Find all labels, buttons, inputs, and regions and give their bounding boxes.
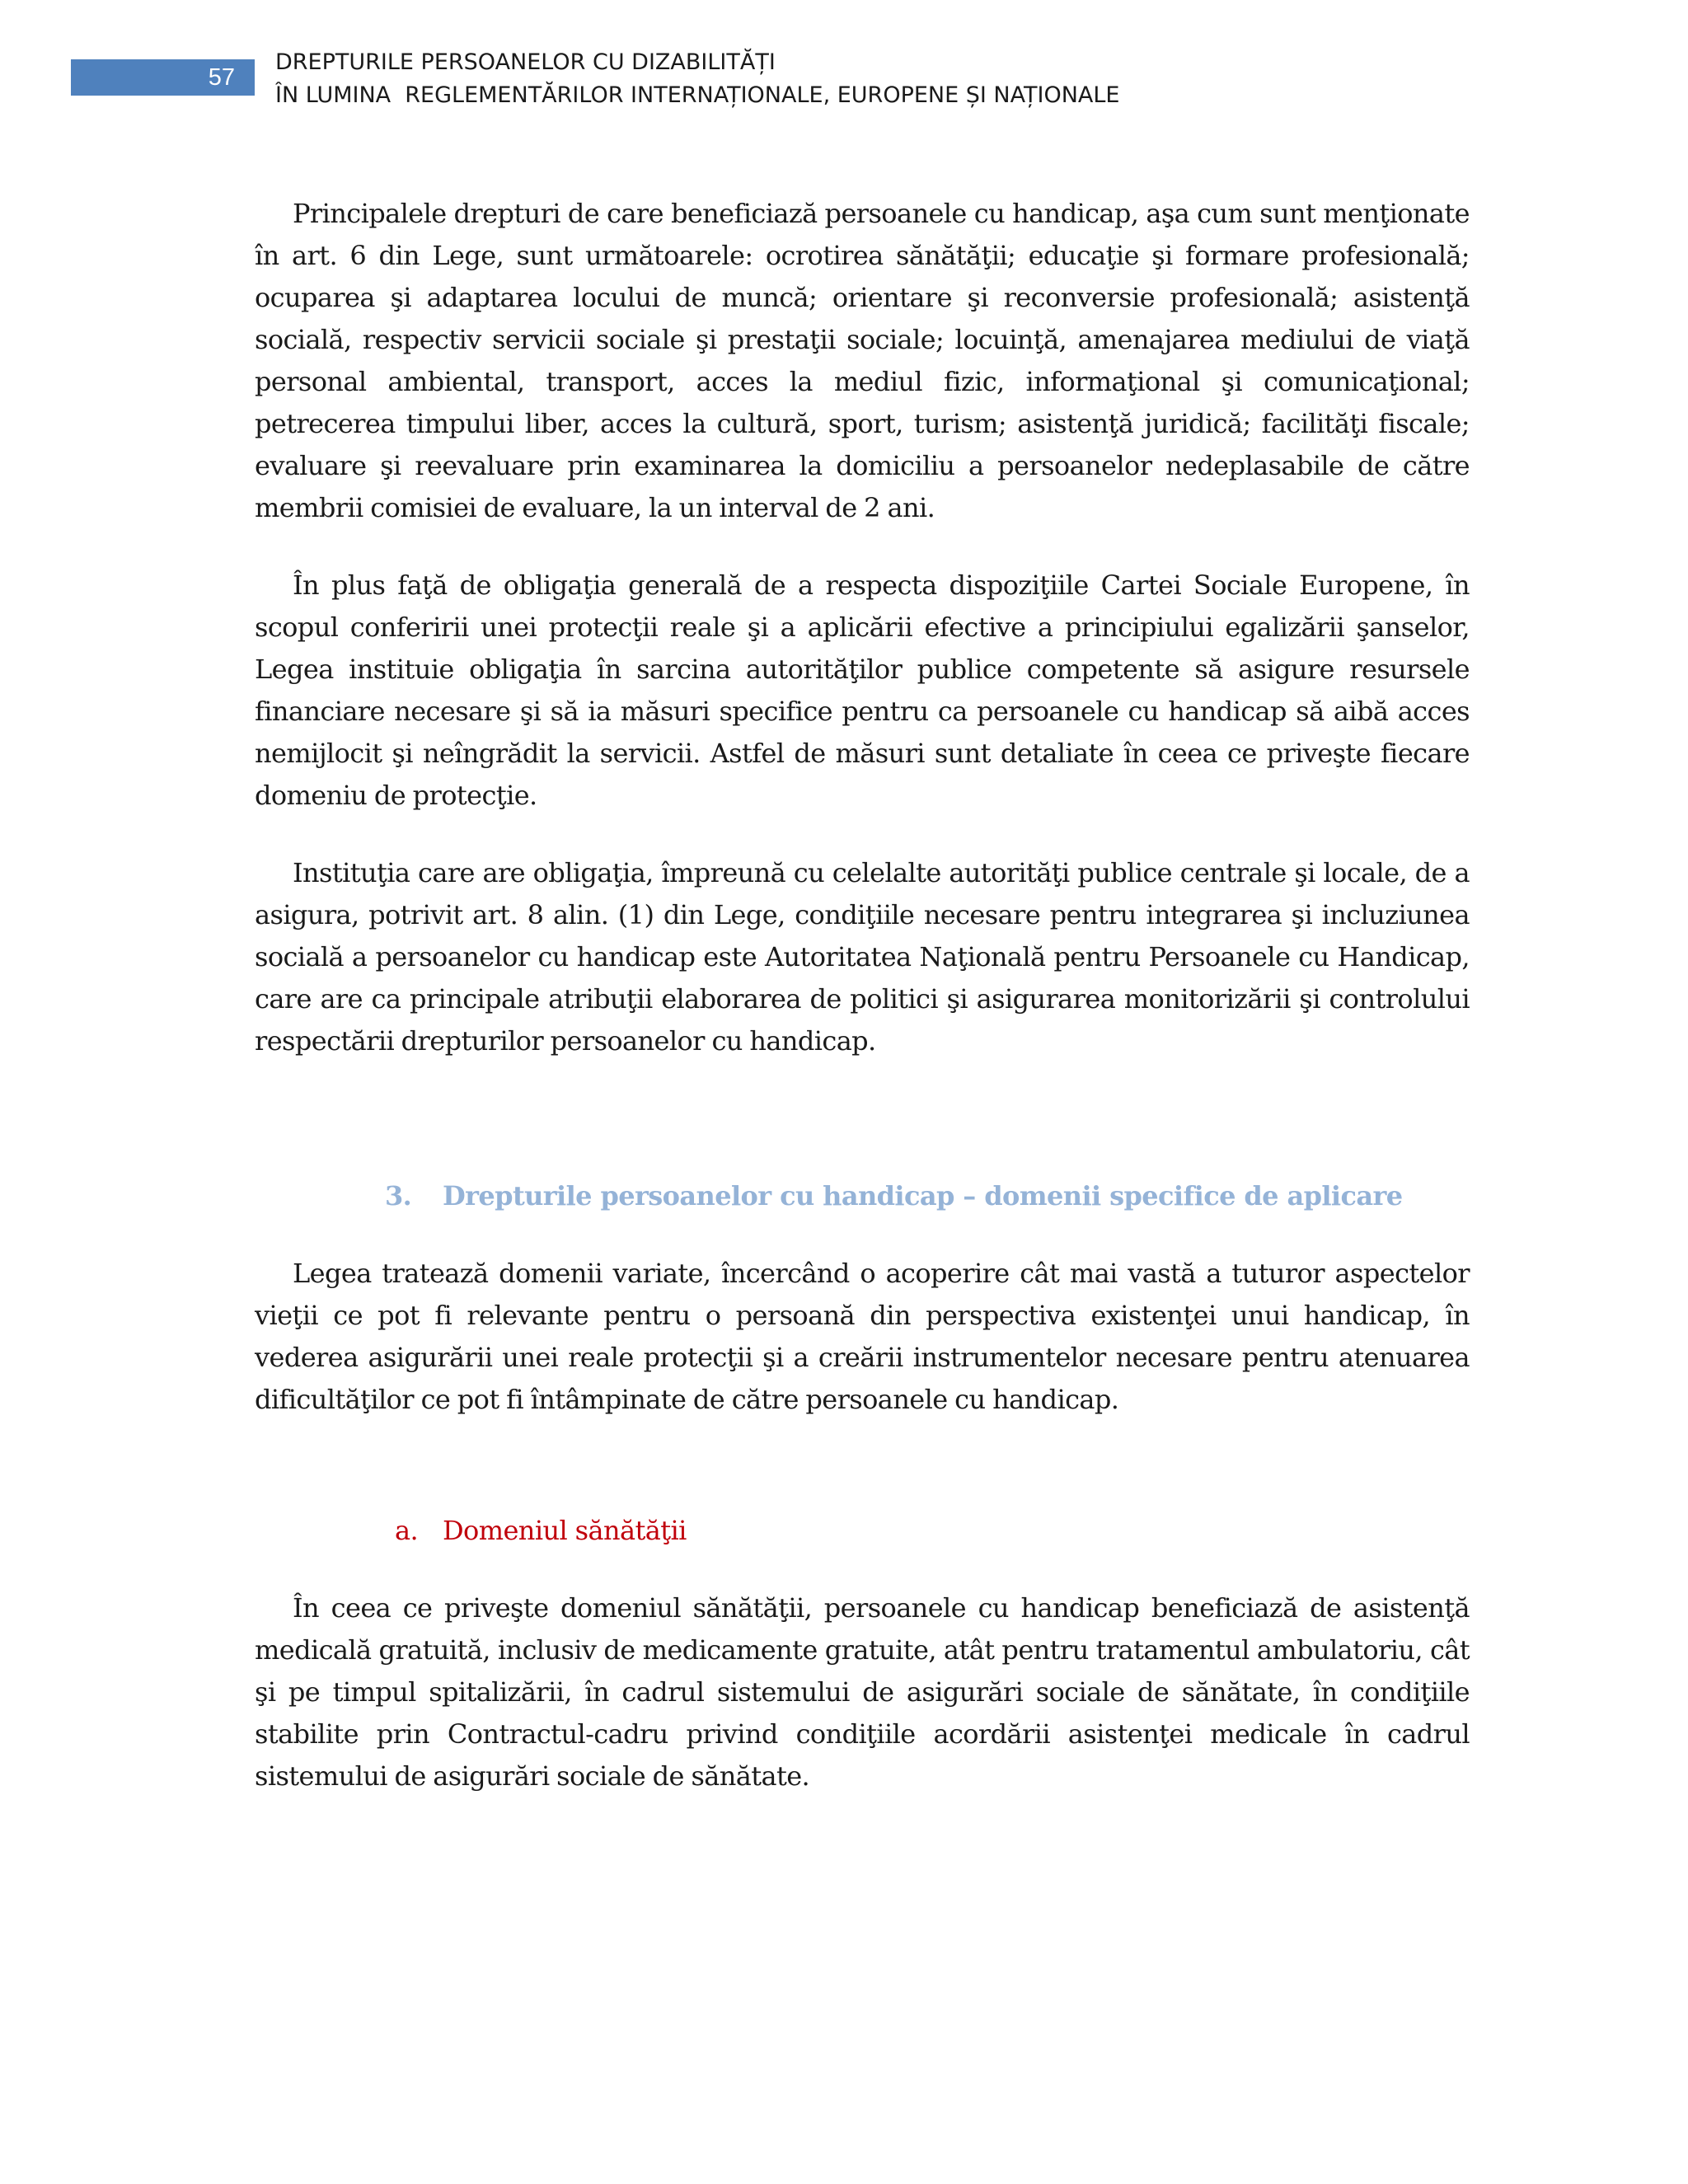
section-heading	[255, 1175, 1470, 1217]
running-header-line-2: ÎN LUMINA REGLEMENTĂRILOR INTERNAȚIONALE, EUROPENE ȘI NAȚIONALE	[275, 82, 1120, 108]
subsection-letter: a.	[395, 1515, 419, 1546]
subsection-title: Domeniul sănătăţii	[443, 1515, 687, 1546]
paragraph: Legea tratează domenii variate, încercând o acoperire cât mai vastă a tuturor aspectelor vieţii ce pot fi relevante pentru o persoană din perspectiva existenţei unui handicap, în vederea asigurării unei reale protecţii şi a creării instrumentelor necesare pentru atenuarea dificultăţilor ce pot fi întâmpinate de către persoanele cu handicap.	[255, 1258, 1470, 1415]
paragraph: Principalele drepturi de care beneficiază persoanele cu handicap, aşa cum sunt menţionate în art. 6 din Lege, sunt următoarele: ocrotirea sănătăţii; educaţie şi formare profesională; ocuparea şi adaptarea locului de muncă; orientare şi reconversie profesională; asistenţă socială, respectiv servicii sociale şi prestaţii sociale; locuinţă, amenajarea mediului de viaţă personal ambiental, transport, acces la mediul fizic, informaţional şi comunicaţional; petrecerea timpului liber, acces la cultură, sport, turism; asistenţă juridică; facilităţi fiscale; evaluare şi reevaluare prin examinarea la domiciliu a persoanelor nedeplasabile de către membrii comisiei de evaluare, la un interval de 2 ani.	[255, 198, 1470, 523]
paragraph: În ceea ce priveşte domeniul sănătăţii, persoanele cu handicap beneficiază de asistenţă medicală gratuită, inclusiv de medicamente gratuite, atât pentru tratamentul ambulatoriu, cât şi pe timpul spitalizării, în cadrul sistemului de asigurări sociale de sănătate, în condiţiile stabilite prin Contractul-cadru privind condiţiile acordării asistenţei medicale în cadrul sistemului de asigurări sociale de sănătate.	[255, 1592, 1470, 1792]
subsection-heading	[255, 1510, 1470, 1552]
section-number: 3.	[385, 1180, 412, 1212]
paragraph: În plus faţă de obligaţia generală de a respecta dispoziţiile Cartei Sociale Europene, în scopul conferirii unei protecţii reale şi a aplicării efective a principiului egalizării şanselor, Legea instituie obligaţia în sarcina autorităţilor publice competente să asigure resursele financiare necesare şi să ia măsuri specifice pentru ca persoanele cu handicap să aibă acces nemijlocit şi neîngrădit la servicii. Astfel de măsuri sunt detaliate în ceea ce priveşte fiecare domeniu de protecţie.	[255, 569, 1470, 811]
page-number: 57	[208, 64, 235, 91]
paragraph: Instituţia care are obligaţia, împreună cu celelalte autorităţi publice centrale şi locale, de a asigura, potrivit art. 8 alin. (1) din Lege, condiţiile necesare pentru integrarea şi incluziunea socială a persoanelor cu handicap este Autoritatea Naţională pentru Persoanele cu Handicap, care are ca principale atribuţii elaborarea de politici şi asigurarea monitorizării şi controlului respectării drepturilor persoanelor cu handicap.	[255, 857, 1470, 1057]
running-header	[275, 46, 1119, 112]
section-title: Drepturile persoanelor cu handicap – domenii specifice de aplicare	[443, 1180, 1403, 1212]
page-number-bar	[71, 59, 255, 96]
document-body	[255, 193, 1470, 1833]
running-header-line-1: DREPTURILE PERSOANELOR CU DIZABILITĂȚI	[275, 49, 776, 75]
